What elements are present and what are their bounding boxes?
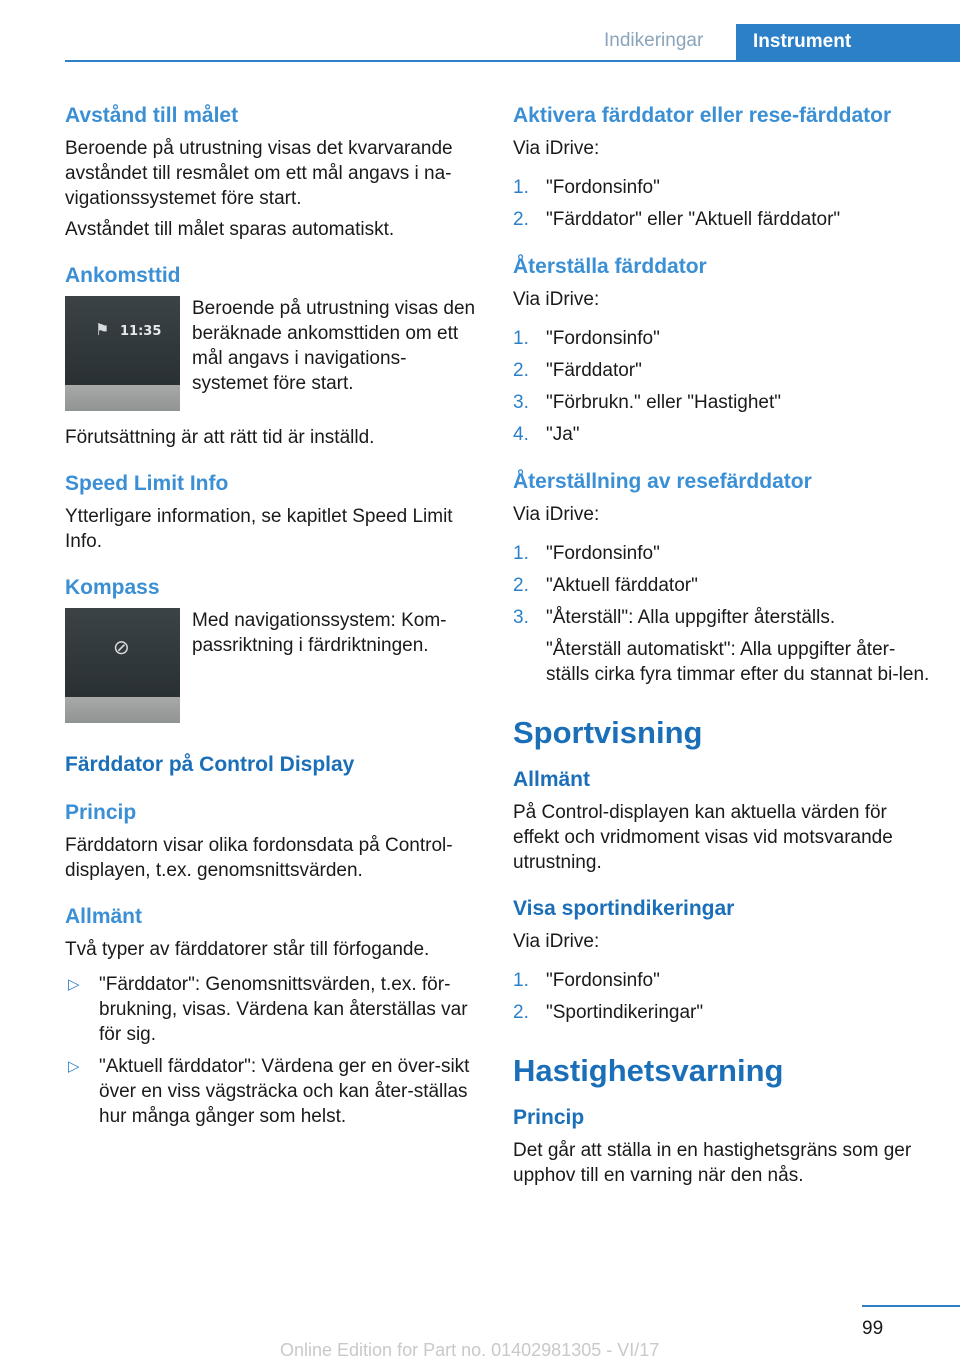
paragraph: Ytterligare information, se kapitlet Speed Limit Info. xyxy=(65,506,453,552)
via-idrive-label: Via iDrive: xyxy=(513,931,600,952)
heading-sportvisning: Sportvisning xyxy=(513,715,703,750)
heading-aktivera-farddator: Aktivera färddator eller rese-färddator xyxy=(513,104,892,127)
footer-rule xyxy=(862,1305,960,1307)
edition-watermark: Online Edition for Part no. 01402981305 - VI/17 xyxy=(280,1340,660,1360)
via-idrive-label: Via iDrive: xyxy=(513,504,600,525)
numbered-list xyxy=(513,968,933,1025)
header-rule xyxy=(65,60,960,62)
compass-icon: ⊘ xyxy=(113,637,130,659)
numbered-list xyxy=(513,541,933,687)
navigation-flag-icon: ⚑ xyxy=(95,322,110,339)
list-item: 3. "Återställ": Alla uppgifter återställs. "Återställ automatiskt": Alla uppgifter åter‐ställs cirka fyra timmar efter du stannat bi‐len. xyxy=(513,605,933,687)
arrival-time-display-image xyxy=(65,296,180,411)
page-number: 99 xyxy=(862,1318,884,1339)
header-tab-indikeringar: Indikeringar xyxy=(604,30,704,51)
numbered-list xyxy=(513,326,933,447)
heading-visa-sportindikeringar: Visa sportindikeringar xyxy=(513,897,735,920)
list-item: ▷ "Aktuell färddator": Värdena ger en över‐sikt över en viss vägsträcka och kan åter‐ställas hur många gånger som helst. xyxy=(68,1056,470,1127)
list-item: 2. "Aktuell färddator" xyxy=(513,575,698,596)
paragraph: Beroende på utrustning visas det kvarvarande avståndet till resmålet om ett mål angavs i na‐vigationssystemet före start. xyxy=(65,138,453,209)
triangle-bullet-icon: ▷ xyxy=(68,976,80,993)
arrival-time-value: 11:35 xyxy=(120,324,162,339)
heading-allmant: Allmänt xyxy=(513,768,591,791)
list-item: 1. "Fordonsinfo" xyxy=(513,177,660,198)
heading-allmant: Allmänt xyxy=(65,905,143,928)
paragraph: Med navigationssystem: Kom‐passriktning i färdriktningen. xyxy=(192,610,447,656)
paragraph: Beroende på utrustning visas den beräknade ankomsttiden om ett mål angavs i navigations‐systemet före start. xyxy=(192,298,476,394)
list-item: 3. "Förbrukn." eller "Hastighet" xyxy=(513,392,782,413)
list-item: 1. "Fordonsinfo" xyxy=(513,970,660,991)
paragraph: Färddatorn visar olika fordonsdata på Control‐displayen, t.ex. genomsnittsvärden. xyxy=(65,835,453,881)
via-idrive-label: Via iDrive: xyxy=(513,138,600,159)
paragraph: Förutsättning är att rätt tid är inställd. xyxy=(65,427,375,448)
compass-display-image xyxy=(65,608,180,723)
right-column xyxy=(513,102,933,1188)
heading-farddator-control-display: Färddator på Control Display xyxy=(65,753,355,776)
list-item: ▷ "Färddator": Genomsnittsvärden, t.ex. för‐brukning, visas. Värdena kan återställas var för sig. xyxy=(68,974,468,1045)
ankomsttid-figure-row xyxy=(65,296,480,411)
list-item: 2. "Sportindikeringar" xyxy=(513,1002,704,1023)
list-item: 1. "Fordonsinfo" xyxy=(513,543,660,564)
numbered-list xyxy=(513,175,933,232)
kompass-figure-row xyxy=(65,608,480,723)
paragraph: Det går att ställa in en hastighetsgräns som ger upphov till en varning när den nås. xyxy=(513,1140,912,1186)
paragraph: På Control-displayen kan aktuella värden för effekt och vridmoment visas vid motsvarande utrustning. xyxy=(513,802,893,873)
left-column xyxy=(65,102,480,1136)
via-idrive-label: Via iDrive: xyxy=(513,289,600,310)
heading-aterstallning-resefarddator: Återställning av resefärddator xyxy=(513,470,812,493)
paragraph: Avståndet till målet sparas automatiskt. xyxy=(65,219,395,240)
list-item: 1. "Fordonsinfo" xyxy=(513,328,660,349)
header-tab-instrument: Instrument xyxy=(736,24,960,62)
list-item: 2. "Färddator" xyxy=(513,360,642,381)
heading-speed-limit-info: Speed Limit Info xyxy=(65,472,229,495)
heading-ankomsttid: Ankomsttid xyxy=(65,264,181,287)
heading-kompass: Kompass xyxy=(65,576,160,599)
list-item: 4. "Ja" xyxy=(513,424,580,445)
heading-avstand-till-malet: Avstånd till målet xyxy=(65,104,239,127)
heading-princip: Princip xyxy=(513,1106,585,1129)
list-item-continuation: "Återställ automatiskt": Alla uppgifter åter‐ställs cirka fyra timmar efter du stannat bi‐len. xyxy=(546,639,930,685)
heading-princip: Princip xyxy=(65,801,137,824)
list-item: 2. "Färddator" eller "Aktuell färddator" xyxy=(513,209,841,230)
bullet-list xyxy=(65,972,480,1129)
paragraph: Två typer av färddatorer står till förfogande. xyxy=(65,939,430,960)
heading-aterstalla-farddator: Återställa färddator xyxy=(513,255,707,278)
triangle-bullet-icon: ▷ xyxy=(68,1058,80,1075)
heading-hastighetsvarning: Hastighetsvarning xyxy=(513,1053,784,1088)
